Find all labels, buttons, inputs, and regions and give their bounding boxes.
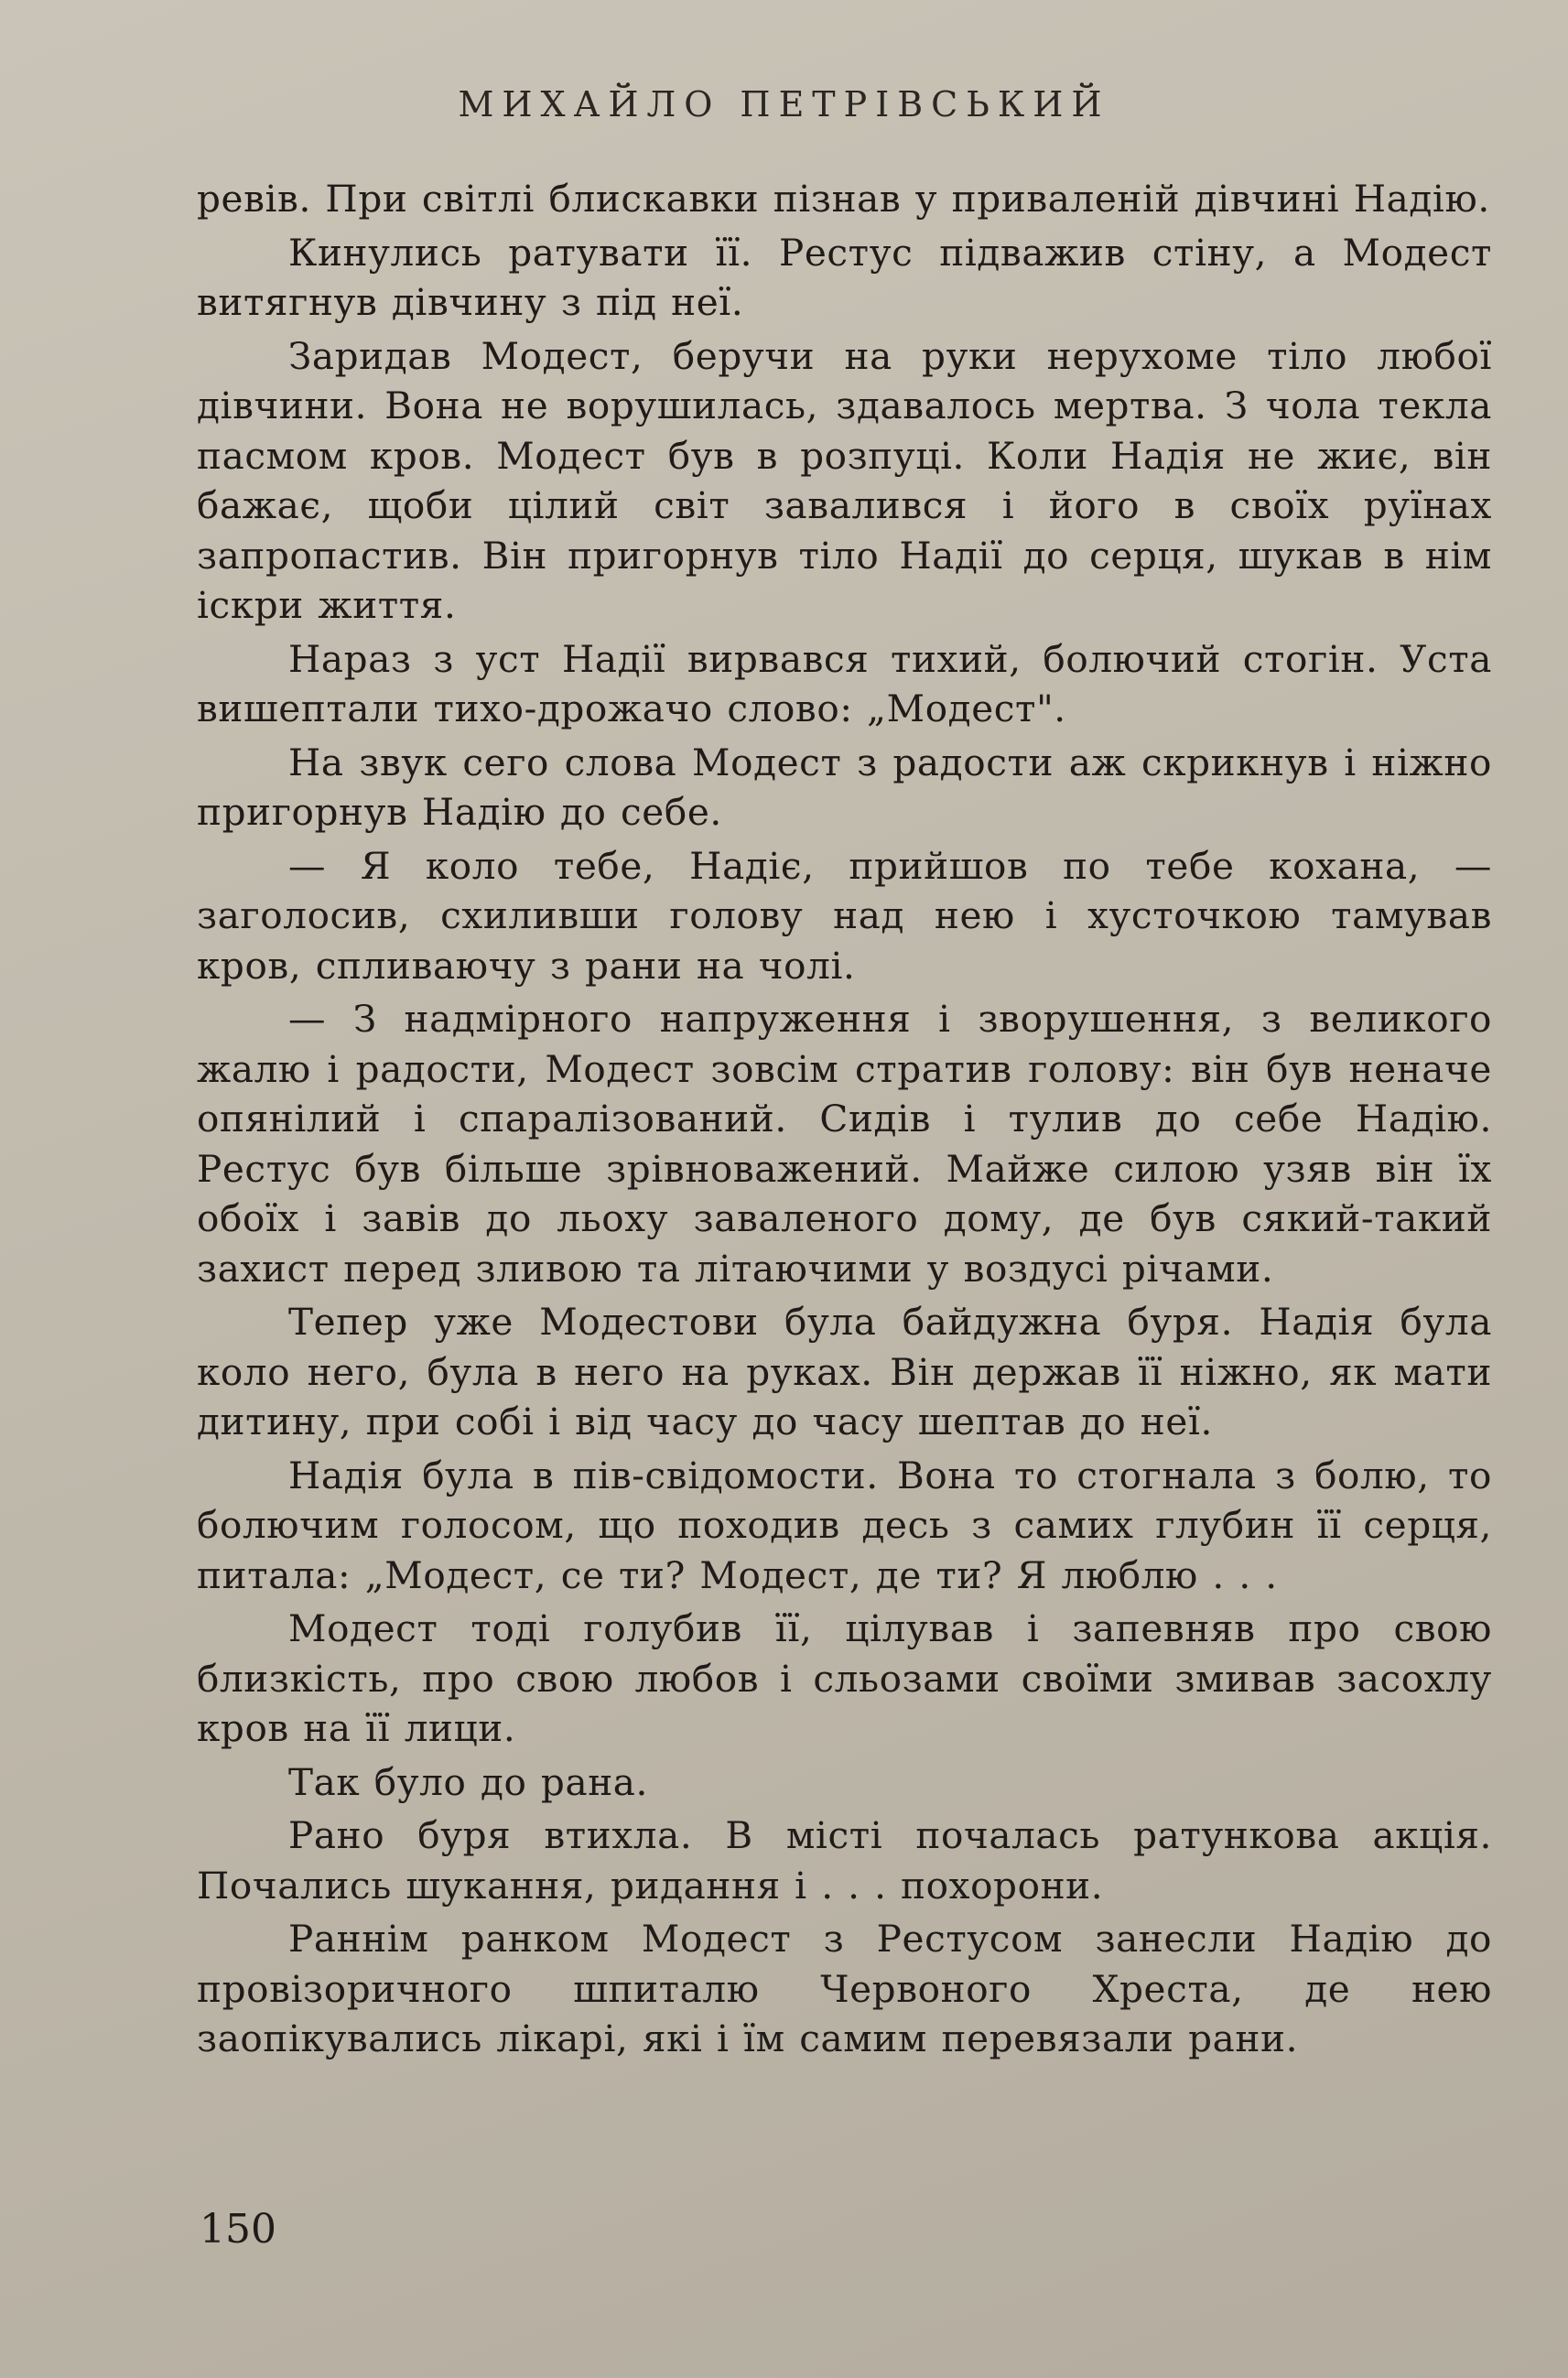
paragraph: На звук сего слова Модест з радости аж скрикнув і ніжно пригорнув Надію до себе. [197, 740, 1492, 834]
paragraph: — Я коло тебе, Надіє, прийшов по тебе кохана, — заголосив, схиливши голову над нею і хусточкою тамував кров, спливаючу з рани на чолі. [197, 843, 1492, 988]
paragraph: Кинулись ратувати її. Рестус підважив стіну, а Модест витягнув дівчину з під неї. [197, 230, 1492, 324]
paragraph: Раннім ранком Модест з Рестусом занесли Надію до провізоричного шпиталю Червоного Хреста, де нею заопікувались лікарі, які і їм самим перевязали рани. [197, 1917, 1492, 2060]
paragraph: Модест тоді голубив її, цілував і запевняв про свою близкість, про свою любов і сльозами своїми змивав засохлу кров на її лици. [197, 1606, 1492, 1750]
paragraph: Надія була в пів-свідомости. Вона то стогнала з болю, то болючим голосом, що походив десь з самих глубин її серця, питала: „Модест, се ти? Модест, де ти? Я люблю . . . [197, 1453, 1492, 1597]
paragraph: Нараз з уст Надії вирвався тихий, болючий стогін. Уста вишептали тихо-дрожачо слово: „Модест". [197, 636, 1492, 730]
paragraph: Рано буря втихла. В місті почалась ратункова акція. Почались шукання, ридання і . . . похорони. [197, 1813, 1492, 1908]
body-text [197, 174, 1492, 2068]
paragraph: Тепер уже Модестови була байдужна буря. Надія була коло него, була в него на руках. Він держав її ніжно, як мати дитину, при собі і від часу до часу шептав до неї. [197, 1300, 1492, 1443]
running-head: МИХАЙЛО ПЕТРІВСЬКИЙ [458, 84, 1110, 124]
paragraph: — З надмірного напруження і зворушення, з великого жалю і радости, Модест зовсім стратив голову: він був неначе опянілий і спаралізований. Сидів і тулив до себе Надію. Рестус був більше зрівноважений. Майже силою узяв він їх обоїх і завів до льоху заваленого дому, де був сякий-такий захист перед зливою та літаючими у воздусі річами. [197, 997, 1492, 1291]
page-number: 150 [200, 2206, 276, 2253]
paragraph: Заридав Модест, беручи на руки нерухоме тіло любої дівчини. Вона не ворушилась, здавалось мертва. З чола текла пасмом кров. Модест був в розпуці. Коли Надія не жиє, він бажає, щоби цілий світ завалився і його в своїх руїнах запропастив. Він пригорнув тіло Надії до серця, шукав в нім іскри життя. [197, 333, 1492, 627]
paragraph: ревів. При світлі блискавки пізнав у приваленій дівчині Надію. [197, 177, 1490, 221]
paragraph: Так було до рана. [288, 1759, 649, 1804]
